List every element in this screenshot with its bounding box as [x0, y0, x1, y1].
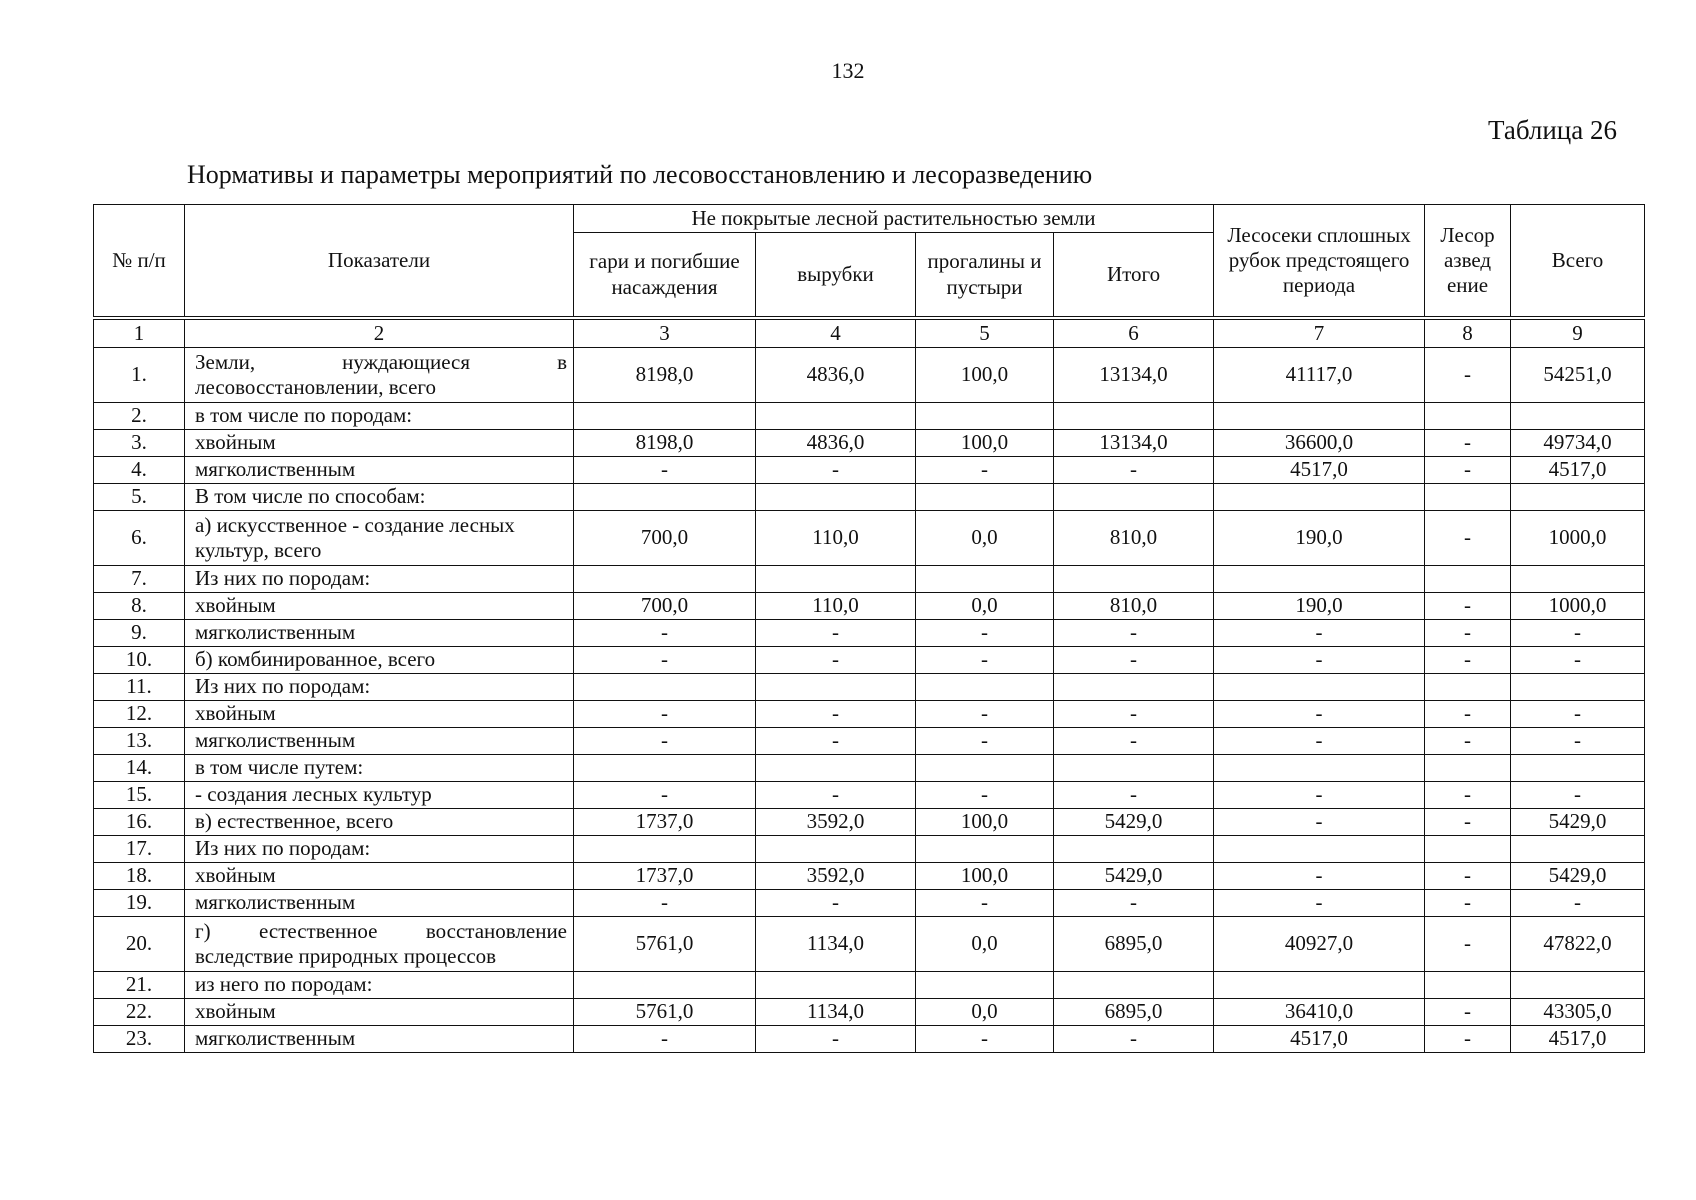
header-afforestation: Лесор азвед ение	[1425, 205, 1511, 319]
row-value	[1511, 972, 1645, 999]
column-number: 9	[1511, 318, 1645, 348]
row-value: 4836,0	[756, 348, 916, 403]
row-value: 0,0	[916, 511, 1054, 566]
row-value: -	[1425, 809, 1511, 836]
row-value: 5761,0	[574, 917, 756, 972]
table-row	[94, 972, 1645, 999]
row-value: 6895,0	[1054, 999, 1214, 1026]
row-number: 23.	[94, 1026, 185, 1053]
row-value: 40927,0	[1214, 917, 1425, 972]
row-value	[1511, 484, 1645, 511]
row-label: в) естественное, всего	[185, 809, 574, 836]
header-clearcut-areas: Лесосеки сплошных рубок предстоящего периода	[1214, 205, 1425, 319]
column-number: 7	[1214, 318, 1425, 348]
row-value	[1425, 836, 1511, 863]
row-number: 8.	[94, 593, 185, 620]
row-value: -	[916, 457, 1054, 484]
row-value	[756, 403, 916, 430]
row-value: -	[1425, 348, 1511, 403]
row-value: -	[1425, 620, 1511, 647]
row-value: 190,0	[1214, 593, 1425, 620]
row-value: -	[1425, 999, 1511, 1026]
row-value: -	[1054, 1026, 1214, 1053]
row-label: хвойным	[185, 593, 574, 620]
table-row	[94, 728, 1645, 755]
row-value	[916, 566, 1054, 593]
row-value: 4517,0	[1214, 1026, 1425, 1053]
header-burned-stands: гари и погибшие насаждения	[574, 233, 756, 319]
row-value: -	[916, 647, 1054, 674]
row-value: -	[756, 728, 916, 755]
row-label: Из них по породам:	[185, 674, 574, 701]
row-value	[1425, 403, 1511, 430]
row-number: 9.	[94, 620, 185, 647]
row-value: -	[1511, 890, 1645, 917]
row-value: 36600,0	[1214, 430, 1425, 457]
row-number: 19.	[94, 890, 185, 917]
row-value: -	[1425, 1026, 1511, 1053]
row-number: 11.	[94, 674, 185, 701]
row-value	[756, 566, 916, 593]
row-value: -	[1054, 782, 1214, 809]
row-value: -	[1054, 457, 1214, 484]
row-value: 43305,0	[1511, 999, 1645, 1026]
row-value	[574, 566, 756, 593]
table-row	[94, 403, 1645, 430]
header-row	[94, 205, 1645, 233]
column-number: 6	[1054, 318, 1214, 348]
table-row	[94, 1026, 1645, 1053]
row-value: 1000,0	[1511, 593, 1645, 620]
row-value: -	[1425, 890, 1511, 917]
row-value: -	[756, 620, 916, 647]
row-value: 100,0	[916, 348, 1054, 403]
row-value	[1511, 566, 1645, 593]
row-value: -	[1425, 863, 1511, 890]
row-value: -	[574, 890, 756, 917]
row-value: -	[1214, 863, 1425, 890]
row-value: -	[574, 701, 756, 728]
table-row	[94, 674, 1645, 701]
row-number: 18.	[94, 863, 185, 890]
row-value: -	[1425, 782, 1511, 809]
row-label: б) комбинированное, всего	[185, 647, 574, 674]
row-label: Из них по породам:	[185, 836, 574, 863]
row-value: 1737,0	[574, 809, 756, 836]
row-value: 1737,0	[574, 863, 756, 890]
row-value: 4517,0	[1214, 457, 1425, 484]
row-value: -	[1054, 728, 1214, 755]
row-value	[756, 836, 916, 863]
row-value: -	[1214, 647, 1425, 674]
row-value: 1134,0	[756, 917, 916, 972]
row-value	[916, 972, 1054, 999]
page-number: 132	[831, 58, 865, 83]
row-value	[916, 836, 1054, 863]
column-number: 3	[574, 318, 756, 348]
row-value: -	[1054, 890, 1214, 917]
row-label: Из них по породам:	[185, 566, 574, 593]
row-value: -	[1425, 457, 1511, 484]
header-glades: прогалины и пустыри	[916, 233, 1054, 319]
data-table	[93, 204, 1645, 1053]
row-number: 1.	[94, 348, 185, 403]
row-value	[1511, 674, 1645, 701]
row-value	[574, 755, 756, 782]
column-number: 5	[916, 318, 1054, 348]
row-value: 47822,0	[1511, 917, 1645, 972]
row-label: В том числе по способам:	[185, 484, 574, 511]
row-value: -	[916, 1026, 1054, 1053]
row-value	[1214, 566, 1425, 593]
table-row	[94, 647, 1645, 674]
row-number: 20.	[94, 917, 185, 972]
row-value	[916, 484, 1054, 511]
table-row	[94, 999, 1645, 1026]
row-value: -	[916, 620, 1054, 647]
row-value	[1054, 836, 1214, 863]
row-label: хвойным	[185, 999, 574, 1026]
row-value: -	[1511, 620, 1645, 647]
row-value: -	[574, 620, 756, 647]
row-value	[756, 484, 916, 511]
row-value: 0,0	[916, 999, 1054, 1026]
row-label: хвойным	[185, 863, 574, 890]
row-value: -	[1214, 728, 1425, 755]
row-value	[1425, 972, 1511, 999]
table-row	[94, 348, 1645, 403]
row-value: 700,0	[574, 593, 756, 620]
row-value: 5761,0	[574, 999, 756, 1026]
row-value	[1054, 566, 1214, 593]
row-value	[1054, 755, 1214, 782]
row-number: 22.	[94, 999, 185, 1026]
row-value: -	[574, 647, 756, 674]
row-number: 2.	[94, 403, 185, 430]
row-value	[1214, 755, 1425, 782]
row-number: 13.	[94, 728, 185, 755]
row-value: 0,0	[916, 593, 1054, 620]
row-value: -	[756, 890, 916, 917]
row-label: а) искусственное - создание лесных культур, всего	[185, 511, 574, 566]
row-number: 12.	[94, 701, 185, 728]
table-row	[94, 620, 1645, 647]
row-value: -	[1214, 809, 1425, 836]
row-number: 15.	[94, 782, 185, 809]
table-row	[94, 755, 1645, 782]
row-value: 100,0	[916, 430, 1054, 457]
table-row	[94, 484, 1645, 511]
row-label: Земли, нуждающиеся в лесовосстановлении, всего	[185, 348, 574, 403]
row-value	[1511, 836, 1645, 863]
row-value: 100,0	[916, 809, 1054, 836]
row-label: из него по породам:	[185, 972, 574, 999]
row-value: 5429,0	[1511, 863, 1645, 890]
row-number: 4.	[94, 457, 185, 484]
row-label: мягколиственным	[185, 1026, 574, 1053]
row-number: 5.	[94, 484, 185, 511]
row-value: -	[1425, 511, 1511, 566]
row-value	[574, 484, 756, 511]
row-value	[1214, 484, 1425, 511]
row-value	[574, 674, 756, 701]
row-value: 41117,0	[1214, 348, 1425, 403]
table-row	[94, 863, 1645, 890]
row-value	[1511, 403, 1645, 430]
row-number: 16.	[94, 809, 185, 836]
row-value: -	[916, 890, 1054, 917]
table-row	[94, 809, 1645, 836]
row-value: 8198,0	[574, 430, 756, 457]
row-value: 36410,0	[1214, 999, 1425, 1026]
row-value: 700,0	[574, 511, 756, 566]
row-value	[1054, 403, 1214, 430]
row-value	[1054, 674, 1214, 701]
row-value: 49734,0	[1511, 430, 1645, 457]
row-number: 3.	[94, 430, 185, 457]
column-number: 2	[185, 318, 574, 348]
row-value: 5429,0	[1054, 809, 1214, 836]
row-number: 21.	[94, 972, 185, 999]
table-row	[94, 593, 1645, 620]
row-value	[756, 972, 916, 999]
row-number: 10.	[94, 647, 185, 674]
row-value: 1000,0	[1511, 511, 1645, 566]
row-value: -	[1054, 647, 1214, 674]
row-value: -	[756, 647, 916, 674]
row-value: -	[916, 782, 1054, 809]
row-value: -	[1054, 620, 1214, 647]
table-row	[94, 890, 1645, 917]
row-value	[574, 972, 756, 999]
row-value	[1425, 674, 1511, 701]
row-value	[1054, 972, 1214, 999]
row-value: -	[756, 782, 916, 809]
row-label: мягколиственным	[185, 890, 574, 917]
row-value: -	[756, 1026, 916, 1053]
row-label: - создания лесных культур	[185, 782, 574, 809]
row-value: -	[1214, 890, 1425, 917]
row-value: 4836,0	[756, 430, 916, 457]
row-value: 4517,0	[1511, 1026, 1645, 1053]
table-row	[94, 836, 1645, 863]
row-value: 13134,0	[1054, 430, 1214, 457]
row-value: 810,0	[1054, 593, 1214, 620]
row-value: -	[1425, 917, 1511, 972]
row-value: 5429,0	[1054, 863, 1214, 890]
row-value	[1511, 755, 1645, 782]
row-value: 8198,0	[574, 348, 756, 403]
row-value	[1425, 566, 1511, 593]
document-title: Нормативы и параметры мероприятий по лесовосстановлению и лесоразведению	[187, 160, 1093, 189]
row-value: -	[1214, 620, 1425, 647]
row-value	[916, 755, 1054, 782]
row-value: 3592,0	[756, 809, 916, 836]
row-label: хвойным	[185, 701, 574, 728]
row-value: -	[1425, 701, 1511, 728]
row-label: в том числе путем:	[185, 755, 574, 782]
row-value: -	[1425, 728, 1511, 755]
row-value: 100,0	[916, 863, 1054, 890]
row-value: -	[1511, 782, 1645, 809]
row-value: -	[756, 701, 916, 728]
row-value	[574, 836, 756, 863]
row-value	[1214, 972, 1425, 999]
header-total: Всего	[1511, 205, 1645, 319]
row-value: -	[1425, 430, 1511, 457]
row-value: -	[1511, 701, 1645, 728]
table-row	[94, 917, 1645, 972]
row-value: -	[1511, 647, 1645, 674]
row-value: -	[1214, 782, 1425, 809]
row-value	[756, 755, 916, 782]
row-value: 1134,0	[756, 999, 916, 1026]
row-label: мягколиственным	[185, 620, 574, 647]
row-value: -	[1425, 647, 1511, 674]
row-value: -	[1054, 701, 1214, 728]
row-value	[1214, 403, 1425, 430]
row-value: -	[574, 457, 756, 484]
row-value: -	[1425, 593, 1511, 620]
row-value	[916, 674, 1054, 701]
table-row	[94, 566, 1645, 593]
row-value: 5429,0	[1511, 809, 1645, 836]
row-value	[756, 674, 916, 701]
row-value: 4517,0	[1511, 457, 1645, 484]
row-value: 0,0	[916, 917, 1054, 972]
row-value	[916, 403, 1054, 430]
row-value	[1425, 484, 1511, 511]
column-number: 8	[1425, 318, 1511, 348]
column-number: 1	[94, 318, 185, 348]
row-value: 54251,0	[1511, 348, 1645, 403]
row-value	[1214, 674, 1425, 701]
row-label: в том числе по породам:	[185, 403, 574, 430]
row-number: 6.	[94, 511, 185, 566]
row-value: -	[574, 728, 756, 755]
row-value: 110,0	[756, 593, 916, 620]
row-value	[1054, 484, 1214, 511]
table-row	[94, 782, 1645, 809]
row-value: 3592,0	[756, 863, 916, 890]
row-number: 14.	[94, 755, 185, 782]
row-value: 110,0	[756, 511, 916, 566]
header-cuttings: вырубки	[756, 233, 916, 319]
table-row	[94, 511, 1645, 566]
row-value: 6895,0	[1054, 917, 1214, 972]
row-value: -	[916, 728, 1054, 755]
row-value: -	[1214, 701, 1425, 728]
row-value: 190,0	[1214, 511, 1425, 566]
row-number: 17.	[94, 836, 185, 863]
table-row	[94, 430, 1645, 457]
row-value: -	[574, 782, 756, 809]
column-number: 4	[756, 318, 916, 348]
column-number-row	[94, 318, 1645, 348]
row-value: -	[756, 457, 916, 484]
header-subtotal: Итого	[1054, 233, 1214, 319]
row-value: 13134,0	[1054, 348, 1214, 403]
row-number: 7.	[94, 566, 185, 593]
row-label: мягколиственным	[185, 728, 574, 755]
header-number: № п/п	[94, 205, 185, 319]
row-value	[574, 403, 756, 430]
row-value	[1214, 836, 1425, 863]
row-value	[1425, 755, 1511, 782]
row-label: хвойным	[185, 430, 574, 457]
row-label: г) естественное восстановление вследствие природных процессов	[185, 917, 574, 972]
row-value: 810,0	[1054, 511, 1214, 566]
table-row	[94, 457, 1645, 484]
row-value: -	[916, 701, 1054, 728]
header-indicator: Показатели	[185, 205, 574, 319]
table-row	[94, 701, 1645, 728]
table-label: Таблица 26	[1488, 115, 1617, 145]
header-not-covered-lands: Не покрытые лесной растительностью земли	[574, 205, 1214, 233]
row-value: -	[1511, 728, 1645, 755]
row-value: -	[574, 1026, 756, 1053]
row-label: мягколиственным	[185, 457, 574, 484]
